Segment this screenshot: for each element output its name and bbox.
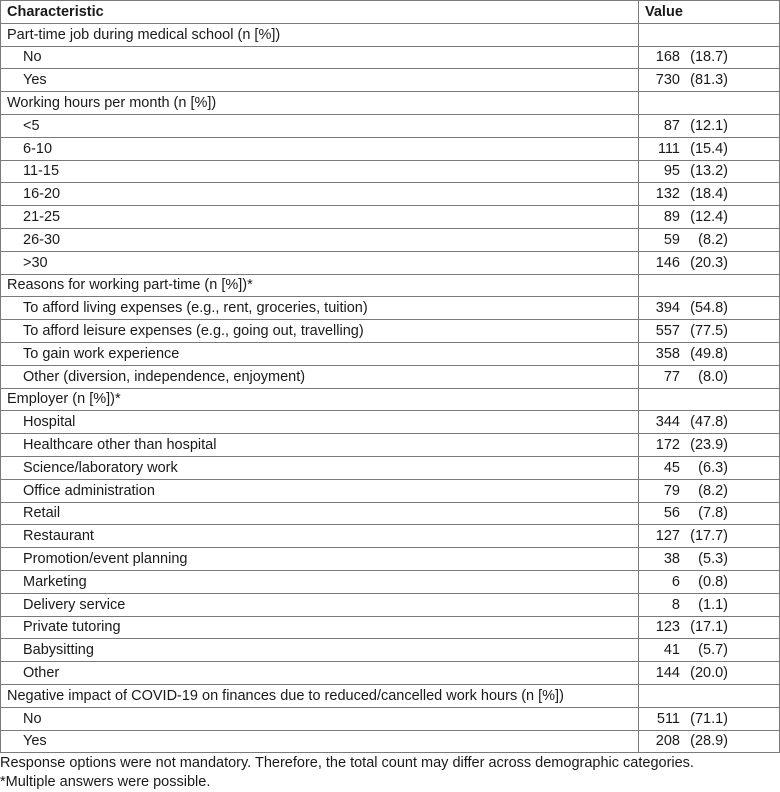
value-cell [639, 639, 780, 662]
row-label: Other [1, 662, 639, 685]
count-value: 89 [663, 209, 680, 226]
percent-value: (1.1) [698, 596, 728, 613]
count-value: 146 [655, 254, 680, 271]
row-label: Other (diversion, independence, enjoyment) [1, 365, 639, 388]
row-label: Restaurant [1, 525, 639, 548]
value-pair [649, 186, 757, 202]
table-body [1, 23, 780, 753]
table-row [1, 365, 780, 388]
value-pair [649, 49, 757, 65]
value-cell [639, 365, 780, 388]
value-cell [639, 69, 780, 92]
value-pair [649, 642, 757, 658]
value-cell [639, 137, 780, 160]
table-row [1, 114, 780, 137]
value-cell [639, 183, 780, 206]
table-notes [0, 753, 780, 792]
value-pair [649, 414, 757, 430]
row-label: To afford leisure expenses (e.g., going out, travelling) [1, 320, 639, 343]
value-cell [639, 434, 780, 457]
value-cell [639, 228, 780, 251]
value-pair [649, 505, 757, 521]
percent-value: (7.8) [698, 505, 728, 522]
value-pair [649, 619, 757, 635]
table-row [1, 639, 780, 662]
table-row [1, 69, 780, 92]
count-value: 87 [663, 117, 680, 134]
row-label: <5 [1, 114, 639, 137]
count-value: 132 [655, 186, 680, 203]
table-header-row [1, 1, 780, 24]
percent-value: (17.7) [690, 528, 728, 545]
value-cell [639, 274, 780, 297]
value-cell [639, 479, 780, 502]
percent-value: (81.3) [690, 72, 728, 89]
value-cell [639, 502, 780, 525]
value-pair [649, 483, 757, 499]
table-row [1, 206, 780, 229]
value-cell [639, 206, 780, 229]
percent-value: (20.0) [690, 665, 728, 681]
row-label: Office administration [1, 479, 639, 502]
value-pair [649, 72, 757, 88]
value-pair [649, 209, 757, 225]
value-cell [639, 525, 780, 548]
table-row [1, 228, 780, 251]
value-pair [649, 711, 757, 727]
value-pair [649, 141, 757, 157]
percent-value: (18.7) [690, 49, 728, 66]
percent-value: (6.3) [698, 459, 728, 476]
value-cell [639, 46, 780, 69]
row-label: Private tutoring [1, 616, 639, 639]
section-row [1, 684, 780, 707]
value-pair [649, 574, 757, 590]
percent-value: (13.2) [690, 163, 728, 180]
count-value: 123 [655, 619, 680, 636]
value-cell [639, 684, 780, 707]
value-cell [639, 411, 780, 434]
percent-value: (8.2) [698, 482, 728, 499]
percent-value: (20.3) [690, 254, 728, 271]
value-pair [649, 163, 757, 179]
percent-value: (28.9) [690, 733, 728, 750]
value-pair [649, 551, 757, 567]
count-value: 730 [655, 72, 680, 89]
table-row [1, 730, 780, 753]
table-row [1, 46, 780, 69]
table-row [1, 434, 780, 457]
value-cell [639, 388, 780, 411]
percent-value: (15.4) [690, 140, 728, 157]
count-value: 45 [663, 459, 680, 476]
table-row [1, 297, 780, 320]
value-cell [639, 548, 780, 571]
note-multiple-answers: *Multiple answers were possible. [0, 774, 211, 791]
count-value: 41 [663, 642, 680, 659]
count-value: 127 [655, 528, 680, 545]
count-value: 95 [663, 163, 680, 180]
section-label: Working hours per month (n [%]) [1, 92, 639, 115]
count-value: 111 [657, 140, 680, 157]
percent-value: (8.2) [698, 231, 728, 248]
table-row [1, 570, 780, 593]
row-label: 11-15 [1, 160, 639, 183]
section-row [1, 23, 780, 46]
table-row [1, 525, 780, 548]
percent-value: (5.7) [698, 642, 728, 659]
count-value: 208 [655, 733, 680, 750]
row-label: Healthcare other than hospital [1, 434, 639, 457]
percent-value: (71.1) [690, 710, 728, 727]
value-pair [649, 597, 757, 613]
count-value: 144 [655, 665, 680, 681]
section-row [1, 92, 780, 115]
value-cell [639, 570, 780, 593]
table-row [1, 137, 780, 160]
row-label: Science/laboratory work [1, 456, 639, 479]
count-value: 6 [671, 573, 680, 590]
section-label: Negative impact of COVID-19 on finances due to reduced/cancelled work hours (n [%]) [1, 684, 639, 707]
table-row [1, 479, 780, 502]
value-cell [639, 251, 780, 274]
count-value: 358 [655, 345, 680, 362]
percent-value: (5.3) [698, 551, 728, 568]
table-row [1, 320, 780, 343]
row-label: To afford living expenses (e.g., rent, groceries, tuition) [1, 297, 639, 320]
value-cell [639, 730, 780, 753]
value-pair [649, 255, 757, 271]
row-label: >30 [1, 251, 639, 274]
value-cell [639, 114, 780, 137]
table-row [1, 707, 780, 730]
count-value: 394 [655, 300, 680, 317]
table-row [1, 183, 780, 206]
table-row [1, 411, 780, 434]
count-value: 168 [655, 49, 680, 66]
percent-value: (47.8) [690, 414, 728, 431]
value-pair [649, 437, 757, 453]
row-label: No [1, 707, 639, 730]
count-value: 344 [655, 414, 680, 431]
percent-value: (17.1) [690, 619, 728, 636]
percent-value: (18.4) [690, 186, 728, 203]
value-pair [649, 323, 757, 339]
value-cell [639, 23, 780, 46]
value-cell [639, 297, 780, 320]
section-label: Part-time job during medical school (n [%]) [1, 23, 639, 46]
table-row [1, 548, 780, 571]
percent-value: (0.8) [698, 573, 728, 590]
value-pair [649, 665, 757, 681]
row-label: Hospital [1, 411, 639, 434]
count-value: 172 [655, 437, 680, 454]
row-label: Marketing [1, 570, 639, 593]
value-pair [649, 232, 757, 248]
section-label: Employer (n [%])* [1, 388, 639, 411]
column-header-characteristic: Characteristic [1, 1, 639, 24]
count-value: 8 [671, 596, 680, 613]
value-pair [649, 369, 757, 385]
value-cell [639, 456, 780, 479]
percent-value: (49.8) [690, 345, 728, 362]
value-pair [649, 528, 757, 544]
table-row [1, 616, 780, 639]
row-label: 21-25 [1, 206, 639, 229]
value-cell [639, 342, 780, 365]
section-label: Reasons for working part-time (n [%])* [1, 274, 639, 297]
value-cell [639, 707, 780, 730]
value-pair [649, 346, 757, 362]
value-pair [649, 460, 757, 476]
row-label: Delivery service [1, 593, 639, 616]
value-cell [639, 320, 780, 343]
row-label: 26-30 [1, 228, 639, 251]
section-row [1, 274, 780, 297]
value-cell [639, 662, 780, 685]
table-row [1, 251, 780, 274]
value-pair [649, 118, 757, 134]
count-value: 59 [663, 231, 680, 248]
column-header-value: Value [639, 1, 780, 24]
row-label: Yes [1, 69, 639, 92]
value-pair [649, 733, 757, 749]
row-label: Yes [1, 730, 639, 753]
count-value: 38 [663, 551, 680, 568]
table-row [1, 456, 780, 479]
row-label: Babysitting [1, 639, 639, 662]
percent-value: (23.9) [690, 437, 728, 454]
count-value: 56 [663, 505, 680, 522]
percent-value: (54.8) [690, 300, 728, 317]
percent-value: (77.5) [690, 323, 728, 340]
table-row [1, 593, 780, 616]
row-label: To gain work experience [1, 342, 639, 365]
row-label: Promotion/event planning [1, 548, 639, 571]
table-row [1, 662, 780, 685]
percent-value: (8.0) [698, 368, 728, 385]
percent-value: (12.1) [690, 117, 728, 134]
count-value: 557 [655, 323, 680, 340]
note-mandatory: Response options were not mandatory. Therefore, the total count may differ across demographic categories. [0, 755, 694, 772]
value-cell [639, 92, 780, 115]
value-cell [639, 616, 780, 639]
value-cell [639, 593, 780, 616]
count-value: 79 [663, 482, 680, 499]
row-label: No [1, 46, 639, 69]
percent-value: (12.4) [690, 209, 728, 226]
count-value: 77 [663, 368, 680, 385]
table-row [1, 160, 780, 183]
section-row [1, 388, 780, 411]
row-label: Retail [1, 502, 639, 525]
value-pair [649, 300, 757, 316]
value-cell [639, 160, 780, 183]
table-row [1, 342, 780, 365]
table-row [1, 502, 780, 525]
row-label: 6-10 [1, 137, 639, 160]
count-value: 511 [656, 710, 680, 727]
row-label: 16-20 [1, 183, 639, 206]
